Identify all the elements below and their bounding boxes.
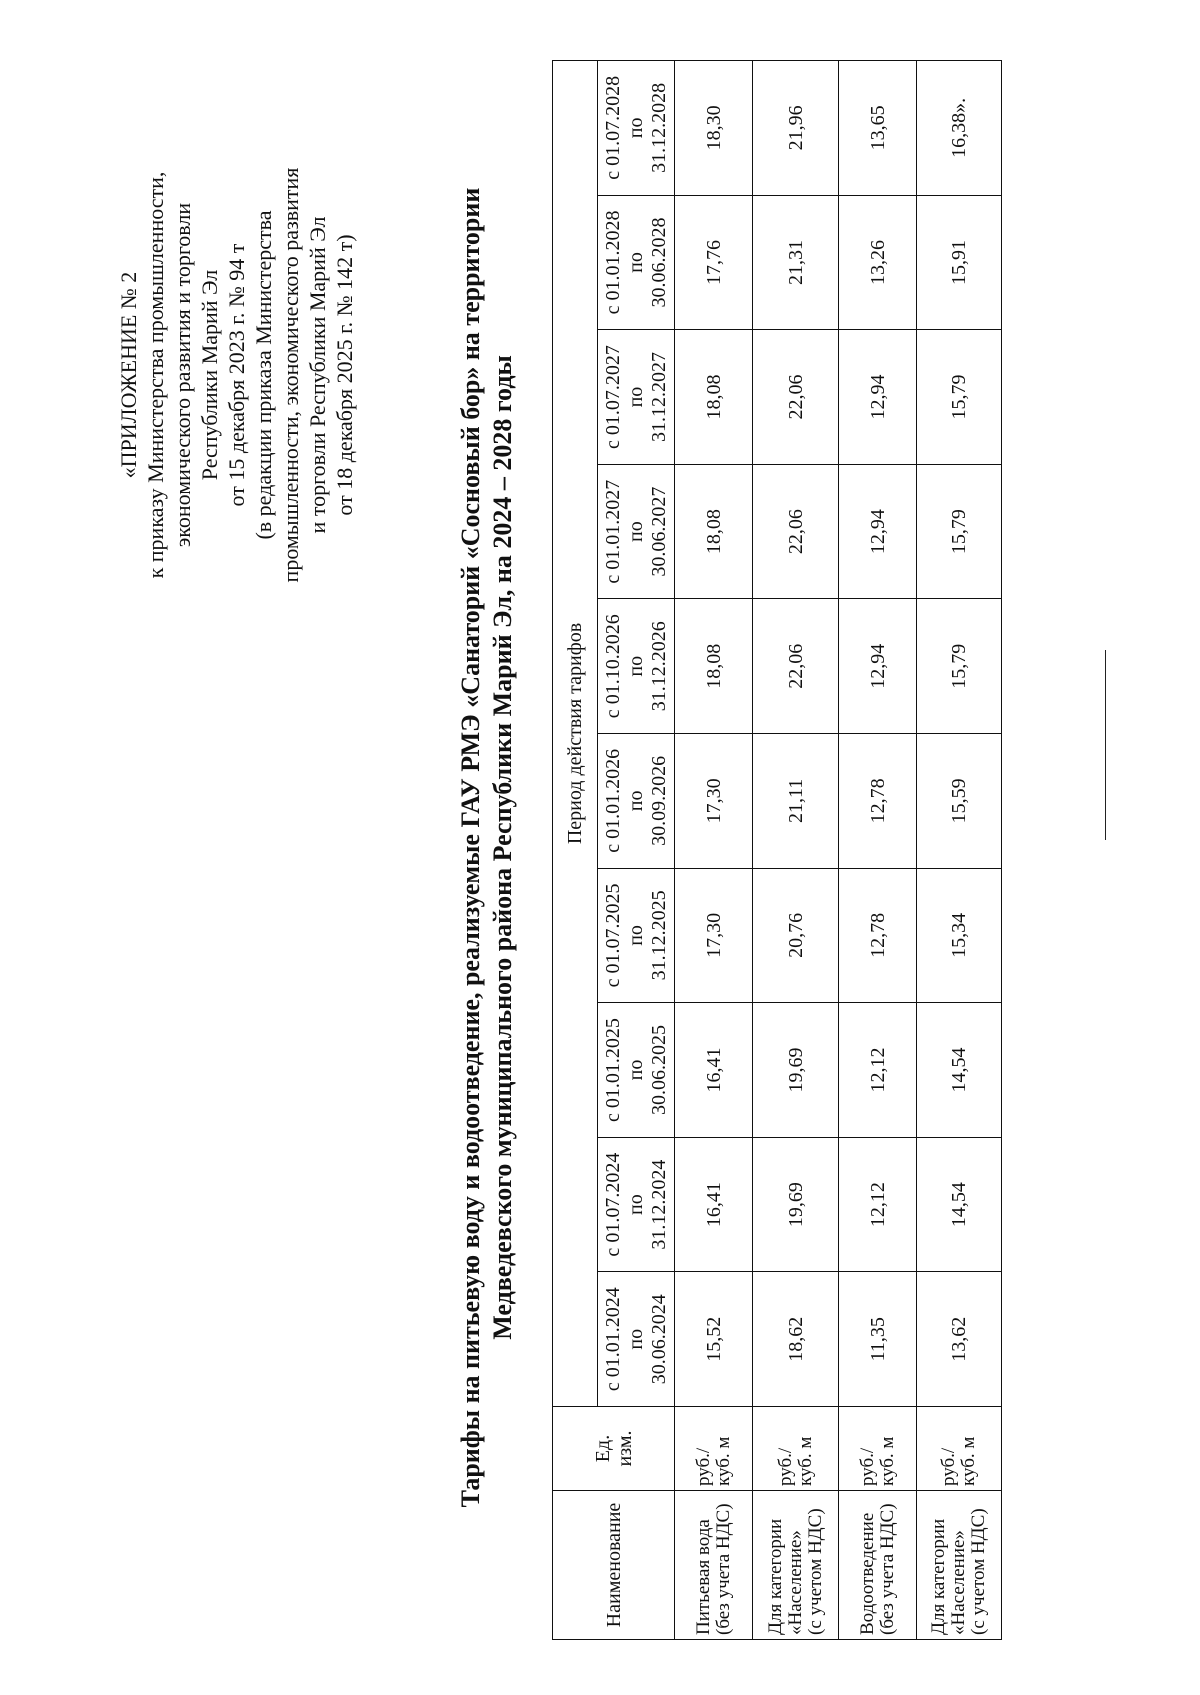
tariff-table bbox=[552, 60, 1002, 1640]
period-header-cell bbox=[598, 61, 675, 196]
period-line: по bbox=[624, 117, 647, 139]
period-line: с 01.01.2026 bbox=[601, 748, 624, 853]
appendix-line: и торговли Республики Марий Эл bbox=[305, 216, 330, 534]
tariff-value-cell: 12,12 bbox=[839, 1003, 917, 1138]
tariff-value-cell: 12,94 bbox=[839, 330, 917, 465]
document-title bbox=[455, 0, 519, 1695]
unit-cell bbox=[839, 1407, 917, 1491]
row-name-line: Для категории bbox=[764, 1518, 786, 1635]
period-header-cell bbox=[598, 1137, 675, 1272]
period-line: 31.12.2024 bbox=[647, 1159, 670, 1250]
tariff-value-cell: 22,06 bbox=[753, 599, 839, 734]
period-line: с 01.01.2027 bbox=[601, 479, 624, 584]
tariff-value-cell: 20,76 bbox=[753, 868, 839, 1003]
tariff-value-cell: 16,41 bbox=[675, 1137, 753, 1272]
row-name-cell bbox=[917, 1491, 1002, 1640]
row-name-line: (без учета НДС) bbox=[712, 1503, 734, 1635]
tariff-value-cell: 18,08 bbox=[675, 330, 753, 465]
tariff-value-cell: 18,30 bbox=[675, 61, 753, 196]
period-line: 30.09.2026 bbox=[647, 755, 670, 846]
period-header-cell bbox=[598, 1272, 675, 1407]
appendix-line: Республики Марий Эл bbox=[197, 269, 222, 481]
tariff-value-cell: 15,79 bbox=[917, 330, 1002, 465]
title-line-1: Тарифы на питьевую воду и водоотведение, реализуемые ГАУ РМЭ «Санаторий «Сосновый бор» на территории bbox=[456, 187, 485, 1508]
row-name-line: Питьевая вода bbox=[692, 1519, 714, 1635]
period-header-cell bbox=[598, 330, 675, 465]
appendix-line: (в редакции приказа Министерства bbox=[251, 210, 276, 540]
unit-line: руб./ bbox=[774, 1447, 796, 1486]
tariff-value-cell: 16,41 bbox=[675, 1003, 753, 1138]
period-header-row bbox=[598, 61, 675, 1640]
period-line: по bbox=[624, 252, 647, 273]
tariff-value-cell: 15,59 bbox=[917, 734, 1002, 869]
row-name-line: (без учета НДС) bbox=[876, 1503, 898, 1635]
appendix-line: промышленности, экономического развития bbox=[278, 167, 303, 583]
tariff-value-cell: 12,78 bbox=[839, 868, 917, 1003]
row-name-line: (с учетом НДС) bbox=[968, 1508, 989, 1635]
tariff-value-cell: 19,69 bbox=[753, 1003, 839, 1138]
row-name-line: Для категории bbox=[928, 1518, 949, 1635]
tariff-value-cell: 18,62 bbox=[753, 1272, 839, 1407]
period-line: 30.06.2027 bbox=[647, 486, 670, 577]
period-line: по bbox=[624, 925, 647, 946]
tariff-value-cell: 21,31 bbox=[753, 195, 839, 330]
tariff-value-cell: 21,11 bbox=[753, 734, 839, 869]
tariff-value-cell: 15,52 bbox=[675, 1272, 753, 1407]
header-period-group bbox=[553, 61, 598, 1407]
period-line: по bbox=[624, 1328, 647, 1350]
tariff-value-cell: 14,54 bbox=[917, 1003, 1002, 1138]
table-row bbox=[675, 61, 753, 1640]
period-line: по bbox=[624, 655, 647, 677]
period-header-cell bbox=[598, 599, 675, 734]
row-name-line: Водоотведение bbox=[856, 1512, 878, 1635]
period-line: с 01.01.2028 bbox=[601, 210, 624, 315]
tariff-value-cell: 18,08 bbox=[675, 599, 753, 734]
period-line: по bbox=[624, 790, 647, 812]
period-line: с 01.01.2025 bbox=[601, 1018, 624, 1122]
unit-line: куб. м bbox=[712, 1436, 734, 1486]
tariff-value-cell: 17,30 bbox=[675, 734, 753, 869]
period-line: по bbox=[624, 386, 647, 408]
title-line-2: Медведевского муниципального района Республики Марий Эл, на 2024 – 2028 годы bbox=[488, 355, 517, 1340]
unit-cell bbox=[917, 1407, 1002, 1491]
period-header-cell bbox=[598, 868, 675, 1003]
tariff-value-cell: 14,54 bbox=[917, 1137, 1002, 1272]
period-line: с 01.10.2026 bbox=[601, 614, 624, 719]
period-line: с 01.07.2024 bbox=[601, 1152, 624, 1257]
period-line: 30.06.2025 bbox=[647, 1025, 670, 1116]
period-line: по bbox=[624, 1059, 647, 1081]
tariff-value-cell: 12,94 bbox=[839, 464, 917, 599]
period-line: с 01.07.2025 bbox=[601, 883, 624, 988]
period-line: 30.06.2028 bbox=[647, 217, 670, 308]
row-name-cell bbox=[675, 1491, 753, 1640]
unit-line: куб. м bbox=[958, 1436, 979, 1486]
row-name-line: «Население» bbox=[948, 1530, 969, 1635]
tariff-value-cell: 16,38». bbox=[917, 61, 1002, 196]
unit-line: руб./ bbox=[938, 1447, 959, 1486]
period-line: 31.12.2027 bbox=[647, 352, 670, 443]
period-line: с 01.01.2024 bbox=[601, 1287, 624, 1392]
appendix-line: к приказу Министерства промышленности, bbox=[143, 171, 168, 579]
tariff-value-cell: 13,65 bbox=[839, 61, 917, 196]
tariff-value-cell: 15,34 bbox=[917, 868, 1002, 1003]
tariff-value-cell: 15,79 bbox=[917, 599, 1002, 734]
unit-line: куб. м bbox=[794, 1436, 816, 1486]
tariff-value-cell: 17,30 bbox=[675, 868, 753, 1003]
tariff-value-cell: 12,94 bbox=[839, 599, 917, 734]
header-period-text: Период действия тарифов bbox=[564, 622, 586, 845]
appendix-line: от 15 декабря 2023 г. № 94 т bbox=[224, 243, 249, 507]
period-header-cell bbox=[598, 734, 675, 869]
tariff-value-cell: 12,12 bbox=[839, 1137, 917, 1272]
table-row bbox=[753, 61, 839, 1640]
header-name bbox=[553, 1491, 675, 1640]
period-header-cell bbox=[598, 1003, 675, 1138]
row-name-cell bbox=[839, 1491, 917, 1640]
period-line: 31.12.2026 bbox=[647, 621, 670, 712]
tariff-value-cell: 21,96 bbox=[753, 61, 839, 196]
tariff-value-cell: 19,69 bbox=[753, 1137, 839, 1272]
table-row bbox=[917, 61, 1002, 1640]
header-unit bbox=[553, 1407, 675, 1491]
appendix-line: от 18 декабря 2025 г. № 142 т) bbox=[332, 234, 357, 516]
header-unit-line: Ед. bbox=[591, 1434, 614, 1463]
period-header-cell bbox=[598, 195, 675, 330]
table-body bbox=[675, 61, 1002, 1640]
tariff-value-cell: 15,79 bbox=[917, 464, 1002, 599]
unit-line: руб./ bbox=[856, 1447, 878, 1486]
tariff-value-cell: 17,76 bbox=[675, 195, 753, 330]
unit-line: куб. м bbox=[876, 1436, 898, 1486]
header-unit-line: изм. bbox=[613, 1430, 636, 1467]
tariff-value-cell: 13,26 bbox=[839, 195, 917, 330]
period-line: 31.12.2028 bbox=[647, 82, 670, 173]
row-name-cell bbox=[753, 1491, 839, 1640]
period-line: 31.12.2025 bbox=[647, 890, 670, 981]
tariff-value-cell: 22,06 bbox=[753, 330, 839, 465]
row-name-line: (с учетом НДС) bbox=[804, 1508, 826, 1635]
tariff-value-cell: 22,06 bbox=[753, 464, 839, 599]
period-line: с 01.07.2028 bbox=[601, 75, 624, 180]
table-row bbox=[839, 61, 917, 1640]
period-line: с 01.07.2027 bbox=[601, 345, 624, 449]
unit-cell bbox=[753, 1407, 839, 1491]
period-line: по bbox=[624, 521, 647, 542]
row-name-line: «Население» bbox=[784, 1530, 806, 1635]
appendix-line: «ПРИЛОЖЕНИЕ № 2 bbox=[116, 271, 141, 479]
tariff-value-cell: 12,78 bbox=[839, 734, 917, 869]
header-name-text: Наименование bbox=[602, 1502, 625, 1628]
appendix-line: экономического развития и торговли bbox=[170, 202, 195, 548]
tariff-value-cell: 11,35 bbox=[839, 1272, 917, 1407]
closing-rule bbox=[1105, 650, 1106, 840]
period-line: по bbox=[624, 1194, 647, 1215]
tariff-value-cell: 18,08 bbox=[675, 464, 753, 599]
unit-cell bbox=[675, 1407, 753, 1491]
tariff-value-cell: 13,62 bbox=[917, 1272, 1002, 1407]
tariff-value-cell: 15,91 bbox=[917, 195, 1002, 330]
period-header-cell bbox=[598, 464, 675, 599]
appendix-header bbox=[115, 75, 358, 675]
unit-line: руб./ bbox=[692, 1447, 714, 1486]
period-line: 30.06.2024 bbox=[647, 1294, 670, 1385]
